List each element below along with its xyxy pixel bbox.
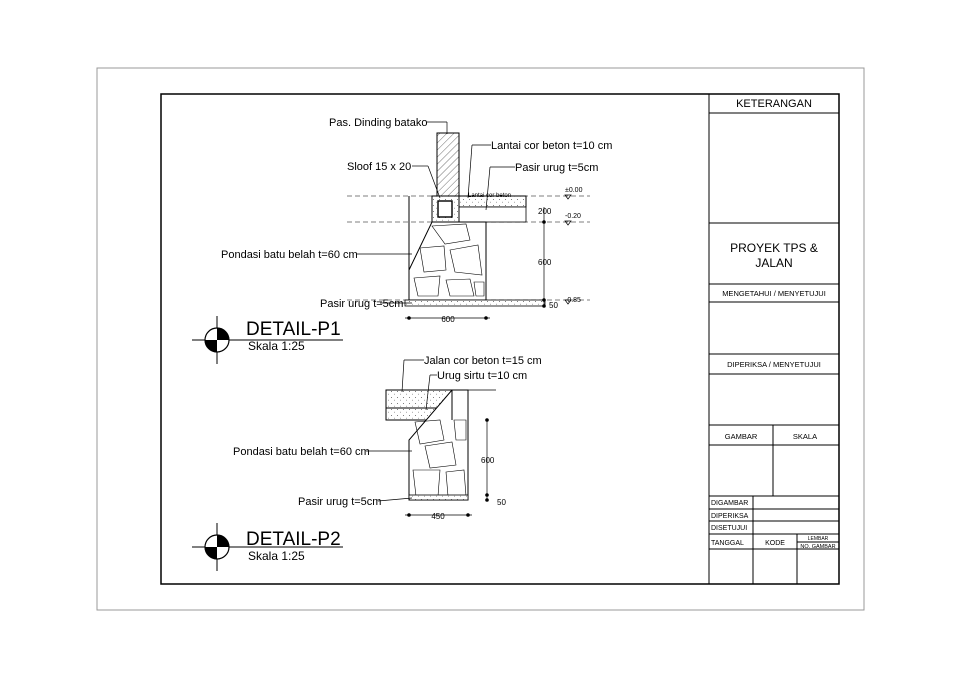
p1-label-lantai: Lantai cor beton t=10 cm — [491, 140, 613, 152]
p1-dim-width: 600 — [441, 315, 455, 324]
title-block-project-line1: PROYEK TPS & — [730, 241, 818, 255]
p1-label-sloof: Sloof 15 x 20 — [347, 161, 412, 173]
title-block-digambar: DIGAMBAR — [711, 500, 749, 507]
title-block-skala: SKALA — [792, 432, 818, 441]
p1-level-0: ±0.00 — [565, 187, 583, 194]
p1-label-pasir-bottom: Pasir urug t=5cm — [320, 298, 404, 310]
p2-sand-bed — [409, 495, 468, 500]
p2-label-urug: Urug sirtu t=10 cm — [437, 370, 528, 382]
title-block-tanggal: TANGGAL — [711, 540, 744, 547]
title-block-lembar: LEMBAR — [807, 536, 829, 542]
p1-sand-bed — [405, 300, 545, 306]
p1-wall — [437, 133, 459, 197]
p2-dim-width: 450 — [431, 512, 445, 521]
title-block-keterangan: KETERANGAN — [736, 98, 812, 110]
p1-label-pondasi: Pondasi batu belah t=60 cm — [221, 249, 358, 261]
p1-stone-foundation — [409, 222, 486, 300]
title-block-gambar: GAMBAR — [724, 432, 758, 441]
title-block-mengetahui: MENGETAHUI / MENYETUJUI — [722, 289, 826, 298]
title-block-no-gambar: NO. GAMBAR — [800, 544, 836, 550]
p1-label-lantai-small: Lantai cor beton — [468, 193, 512, 199]
p1-level-1: -0.20 — [565, 213, 581, 220]
p1-label-pasir-top: Pasir urug t=5cm — [515, 162, 599, 174]
p2-title: DETAIL-P2 — [246, 529, 341, 550]
p1-dim-600: 600 — [538, 258, 552, 267]
p2-label-jalan: Jalan cor beton t=15 cm — [424, 355, 542, 367]
detail-p2-section — [366, 360, 496, 517]
p2-label-pasir: Pasir urug t=5cm — [298, 496, 382, 508]
p1-dim-50: 50 — [549, 301, 558, 310]
title-block-kode: KODE — [765, 540, 785, 547]
p1-dim-200: 200 — [538, 207, 552, 216]
title-block — [709, 94, 839, 584]
title-block-disetujui: DISETUJUI — [711, 525, 748, 532]
title-block-diperiksa: DIPERIKSA / MENYETUJUI — [727, 360, 821, 369]
p2-scale: Skala 1:25 — [248, 549, 305, 563]
p1-level-2: -0.85 — [565, 297, 581, 304]
p2-dim-600: 600 — [481, 456, 495, 465]
p1-label-dinding: Pas. Dinding batako — [329, 117, 428, 129]
p2-label-pondasi: Pondasi batu belah t=60 cm — [233, 446, 370, 458]
p1-scale: Skala 1:25 — [248, 339, 305, 353]
title-block-diperiksa-row: DIPERIKSA — [711, 513, 749, 520]
p1-title: DETAIL-P1 — [246, 319, 341, 340]
p2-dim-50: 50 — [497, 498, 506, 507]
p1-floor-sand — [459, 207, 526, 222]
title-block-project-line2: JALAN — [755, 256, 793, 270]
